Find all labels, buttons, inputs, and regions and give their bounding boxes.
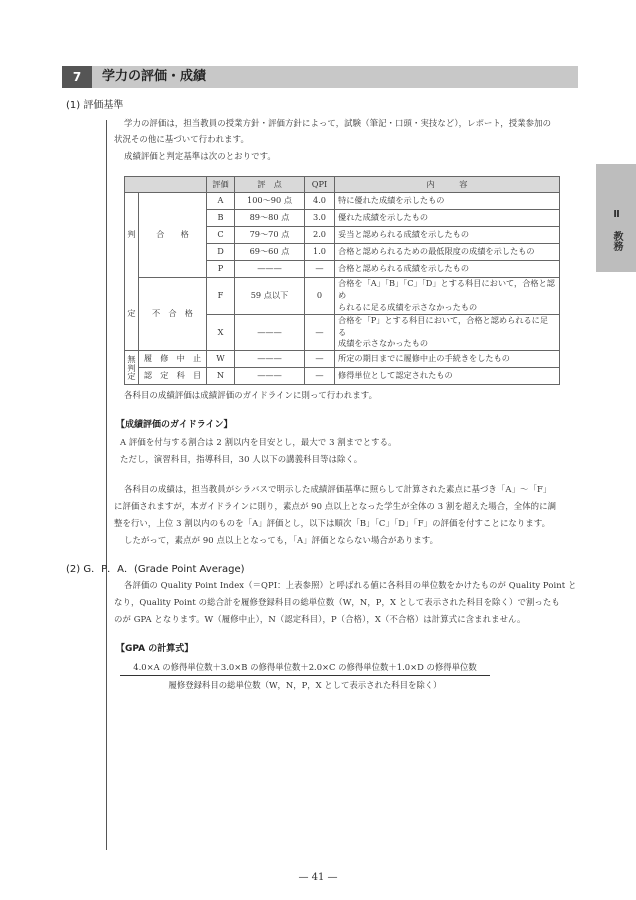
content-cell: 妥当と認められる成績を示したもの [335, 227, 560, 244]
gpa-line-3: のが GPA となります。W（履修中止），N（認定科目），P（合格），X（不合格）は計算式に含まれません。 [114, 614, 526, 624]
content-line: 合格を「A」「B」「C」「D」とする科目において，合格と認め [338, 278, 555, 300]
formula-numerator: 4.0×A の修得単位数＋3.0×B の修得単位数＋2.0×C の修得単位数＋1.0×D の修得単位数 [120, 662, 490, 676]
table-row [125, 278, 560, 315]
guideline-line-1: A 評価を付与する割合は 2 割以内を目安とし，最大で 3 割までとする。 [120, 437, 397, 447]
guideline-para-line-3: 整を行い，上位 3 割以内のものを「A」評価とし，以下は順次「B」「C」「D」「F」の評価を付すことになります。 [114, 518, 551, 528]
section-title: 学力の評価・成績 [102, 69, 207, 84]
intro-line-3: 成績評価と判定基準は次のとおりです。 [124, 151, 276, 161]
grade-cell: B [207, 210, 235, 227]
table-row [125, 368, 560, 385]
content-cell [335, 278, 560, 315]
content-cell: 合格と認められるための最低限度の成績を示したもの [335, 244, 560, 261]
group-none-char: 判 [127, 362, 136, 373]
qpi-cell: — [305, 261, 335, 278]
grade-cell: D [207, 244, 235, 261]
guideline-para-line-4: したがって，素点が 90 点以上となっても，「A」評価とならない場合があります。 [124, 535, 439, 545]
content-cell [335, 314, 560, 351]
qpi-cell: 4.0 [305, 193, 335, 210]
grade-cell: X [207, 314, 235, 351]
score-cell: ——— [235, 351, 305, 368]
after-table-note: 各科目の成績評価は成績評価のガイドラインに則って行われます。 [124, 390, 378, 400]
left-margin-rule [106, 120, 107, 850]
page-number: — 41 — [298, 872, 338, 883]
group-none-char: 定 [127, 371, 136, 382]
group-none-char: 無 [127, 353, 136, 364]
table-header-qpi: QPI [305, 177, 335, 193]
grade-cell: F [207, 278, 235, 315]
grade-table [124, 176, 560, 385]
qpi-cell: 0 [305, 278, 335, 315]
qpi-cell: — [305, 351, 335, 368]
group-pass-char: 判 [125, 193, 139, 278]
guideline-line-2: ただし，演習科目，指導科目，30 人以下の講義科目等は除く。 [120, 454, 363, 464]
qpi-cell: 2.0 [305, 227, 335, 244]
content-line: 成績を示さなかったもの [338, 338, 429, 349]
section-number: 7 [62, 66, 92, 88]
row-label-cell: 認 定 科 目 [139, 368, 207, 385]
table-row [125, 193, 560, 210]
grade-cell: W [207, 351, 235, 368]
grade-cell: C [207, 227, 235, 244]
gpa-line-2: なり，Quality Point の総合計を履修登録科目の総単位数（W，N，P，X として表示された科目を除く）で割ったも [114, 597, 560, 607]
content-cell: 特に優れた成績を示したもの [335, 193, 560, 210]
table-header-content: 内 容 [335, 177, 560, 193]
score-cell: 59 点以下 [235, 278, 305, 315]
table-header-grade: 評価 [207, 177, 235, 193]
content-cell: 合格と認められる成績を示したもの [335, 261, 560, 278]
intro-line-2: 状況その他に基づいて行われます。 [114, 134, 249, 144]
content-line: 合格を「P」とする科目において，合格と認められるに足る [338, 314, 549, 337]
qpi-cell: — [305, 314, 335, 351]
group-judge-char: 定 [125, 278, 139, 351]
subsection-heading-gpa: (2) G．P．A．(Grade Point Average) [66, 564, 245, 575]
row-label-cell: 履 修 中 止 [139, 351, 207, 368]
qpi-cell: 1.0 [305, 244, 335, 261]
score-cell: ——— [235, 314, 305, 351]
score-cell: 100〜90 点 [235, 193, 305, 210]
grade-cell: A [207, 193, 235, 210]
score-cell: ——— [235, 368, 305, 385]
score-cell: 89〜80 点 [235, 210, 305, 227]
score-cell: 79〜70 点 [235, 227, 305, 244]
group-fail-label: 不 合 格 [139, 278, 207, 351]
content-line: られるに足る成績を示さなかったもの [338, 301, 478, 312]
qpi-cell: 3.0 [305, 210, 335, 227]
content-cell: 優れた成績を示したもの [335, 210, 560, 227]
score-cell: 69〜60 点 [235, 244, 305, 261]
content-cell: 所定の期日までに履修中止の手続きをしたもの [335, 351, 560, 368]
table-header-empty [125, 177, 207, 193]
group-none-label [125, 351, 139, 385]
content-cell: 修得単位として認定されたもの [335, 368, 560, 385]
table-row [125, 351, 560, 368]
formula-denominator: 履修登録科目の総単位数（W，N，P，X として表示された科目を除く） [168, 680, 442, 690]
subsection-heading-criteria: (1) 評価基準 [66, 100, 124, 111]
guideline-para-line-2: に評価されますが，本ガイドラインに則り，素点が 90 点以上となった学生が全体の 3 割を超えた場合，全体的に調 [114, 501, 557, 511]
qpi-cell: — [305, 368, 335, 385]
table-header-row [125, 177, 560, 193]
group-pass-label: 合 格 [139, 193, 207, 278]
table-header-score: 評 点 [235, 177, 305, 193]
grade-cell: P [207, 261, 235, 278]
score-cell: ——— [235, 261, 305, 278]
side-tab-label: Ⅱ 教務 [611, 209, 622, 251]
formula-heading: 【GPA の計算式】 [116, 644, 194, 654]
guideline-para-line-1: 各科目の成績は，担当教員がシラバスで明示した成績評価基準に照らして計算された素点に基づき「A」〜「F」 [124, 484, 552, 494]
intro-line-1: 学力の評価は，担当教員の授業方針・評価方針によって，試験（筆記・口頭・実技など），レポート，授業参加の [124, 118, 552, 128]
grade-cell: N [207, 368, 235, 385]
gpa-line-1: 各評価の Quality Point Index（＝QPI：上表参照）と呼ばれる値に各科目の単位数をかけたものが Quality Point と [124, 580, 577, 590]
guideline-heading: 【成績評価のガイドライン】 [116, 420, 233, 430]
